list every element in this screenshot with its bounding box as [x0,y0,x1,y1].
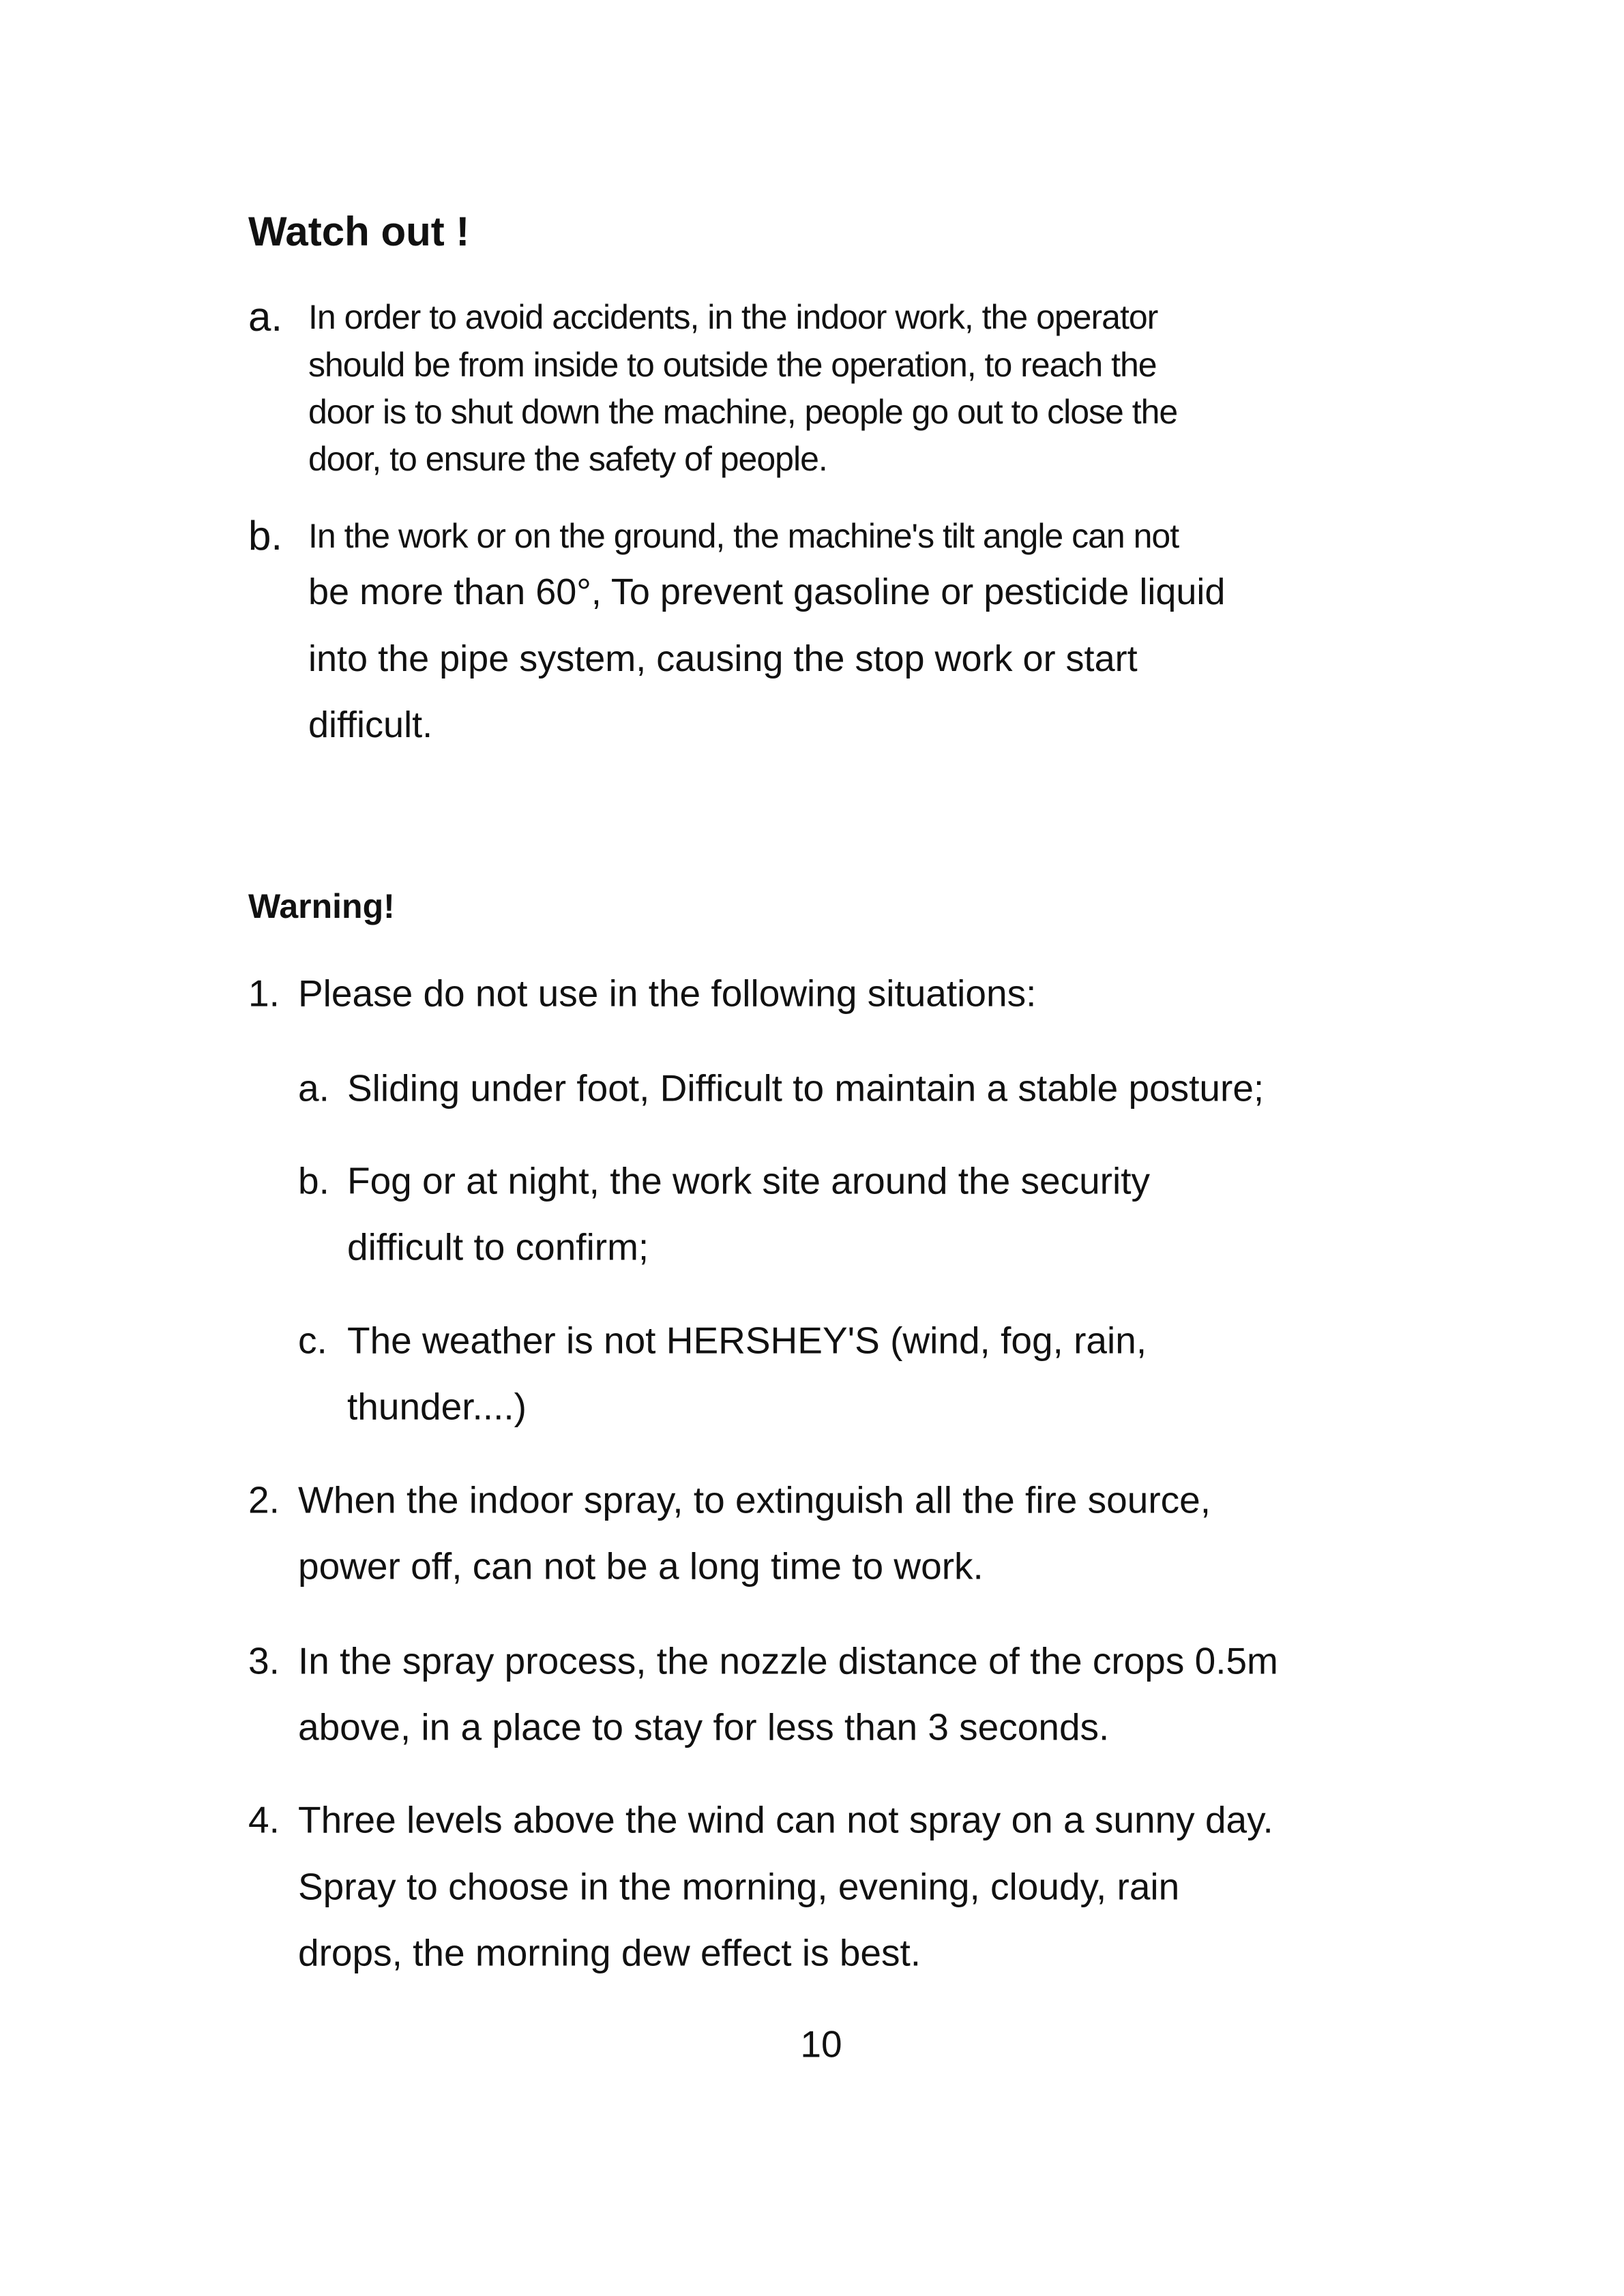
text-line: In the spray process, the nozzle distance of the crops 0.5m [298,1639,1278,1682]
text-line: power off, can not be a long time to work. [298,1545,984,1587]
text-line: Three levels above the wind can not spray on a sunny day. [298,1798,1273,1841]
watch-out-heading: Watch out ! [248,209,470,254]
text-line: Spray to choose in the morning, evening, cloudy, rain [298,1865,1180,1908]
item-label: 2. [248,1478,280,1521]
text-line: In the work or on the ground, the machine's tilt angle can not [308,517,1179,555]
text-line: drops, the morning dew effect is best. [298,1931,921,1974]
sub-item-label: c. [298,1319,327,1362]
text-line: door, to ensure the safety of people. [308,440,827,478]
item-label: 3. [248,1639,280,1682]
item-label: a. [248,294,283,340]
item-label: 4. [248,1798,280,1841]
page-number: 10 [800,2023,842,2066]
warning-heading: Warning! [248,887,395,925]
sub-item-label: a. [298,1067,329,1109]
text-line: be more than 60°, To prevent gasoline or pesticide liquid [308,571,1226,612]
text-line: difficult to confirm; [347,1225,649,1268]
text-line: When the indoor spray, to extinguish all the fire source, [298,1478,1211,1521]
item-label: b. [248,513,283,558]
text-line: The weather is not HERSHEY'S (wind, fog, rain, [347,1319,1147,1362]
text-line: door is to shut down the machine, people go out to close the [308,393,1178,431]
item-label: 1. [248,972,280,1015]
text-line: difficult. [308,704,433,745]
text-line: Please do not use in the following situations: [298,972,1037,1015]
text-line: thunder....) [347,1385,527,1428]
text-line: should be from inside to outside the operation, to reach the [308,346,1157,384]
text-line: In order to avoid accidents, in the indoor work, the operator [308,298,1158,336]
text-line: Sliding under foot, Difficult to maintain a stable posture; [347,1067,1265,1109]
text-line: into the pipe system, causing the stop work or start [308,638,1138,679]
sub-item-label: b. [298,1159,329,1202]
text-line: Fog or at night, the work site around the security [347,1159,1150,1202]
text-line: above, in a place to stay for less than 3 seconds. [298,1705,1110,1748]
